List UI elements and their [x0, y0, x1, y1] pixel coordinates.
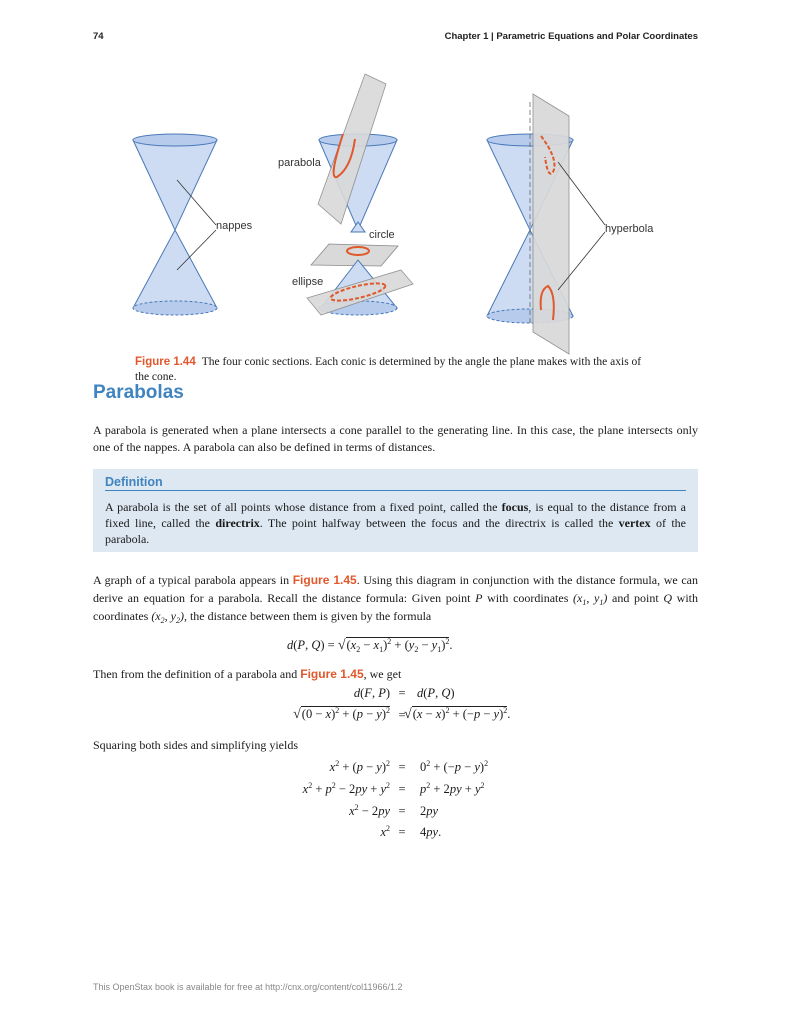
body-paragraph-1: A graph of a typical parabola appears in Figure 1.45. Using this diagram in conjunction with the distance formula, we can derive an equation for a parabola. Recall the distance formula: Given point P with coordinates ($x_1$, $y_1$) and point Q with coordinates ($x_2$, $y_2$), the distance between them is given by the formula: [93, 573, 698, 625]
distance-formula: d(P, $Q) = √(x_2 - x_1)^2 + (y_2 - y_1)^2$.: [287, 637, 453, 654]
label-hyperbola: hyperbola: [605, 223, 654, 235]
cone-parabola: [278, 74, 397, 230]
cone-circle: [311, 222, 398, 266]
intro-paragraph: A parabola is generated when a plane intersects a cone parallel to the generating line. In this case, the plane intersects only one of the nappes. A parabola can also be defined in terms of distances.: [93, 423, 698, 454]
definition-box: [93, 469, 698, 552]
figure-caption: [135, 355, 655, 385]
page-number: 74: [93, 31, 104, 42]
definition-text: A parabola is the set of all points whose distance from a fixed point, called the focus, is equal to the distance from a fixed line, called the directrix. The point halfway between the focus and the directrix is called the vertex of the parabola.: [105, 500, 687, 546]
section-title: Parabolas: [93, 382, 184, 403]
chapter-header: Chapter 1 | Parametric Equations and Polar Coordinates: [444, 31, 698, 42]
label-parabola: parabola: [278, 157, 321, 169]
cone-ellipse: [292, 260, 413, 315]
definition-title: Definition: [105, 475, 686, 491]
label-nappes: nappes: [216, 220, 253, 232]
term-directrix: directrix: [215, 516, 260, 530]
body-paragraph-2: Then from the definition of a parabola and Figure 1.45, we get: [93, 667, 402, 681]
term-vertex: vertex: [618, 516, 651, 530]
term-focus: focus: [501, 500, 529, 514]
caption-label: Figure 1.44: [135, 356, 196, 368]
caption-text: The four conic sections. Each conic is determined by the angle the plane makes with the axis of the cone.: [135, 356, 642, 383]
label-ellipse: ellipse: [292, 276, 324, 288]
page-footer: This OpenStax book is available for free at http://cnx.org/content/col11966/1.2: [93, 982, 403, 992]
cone-hyperbola: [487, 94, 654, 354]
label-circle: circle: [369, 229, 395, 241]
figure-ref-1-45[interactable]: Figure 1.45: [292, 573, 357, 587]
conic-sections-figure: [93, 62, 698, 362]
figure-ref-1-45-b[interactable]: Figure 1.45: [300, 667, 364, 681]
body-paragraph-3: Squaring both sides and simplifying yields: [93, 738, 298, 752]
cone-nappes: [133, 134, 253, 315]
